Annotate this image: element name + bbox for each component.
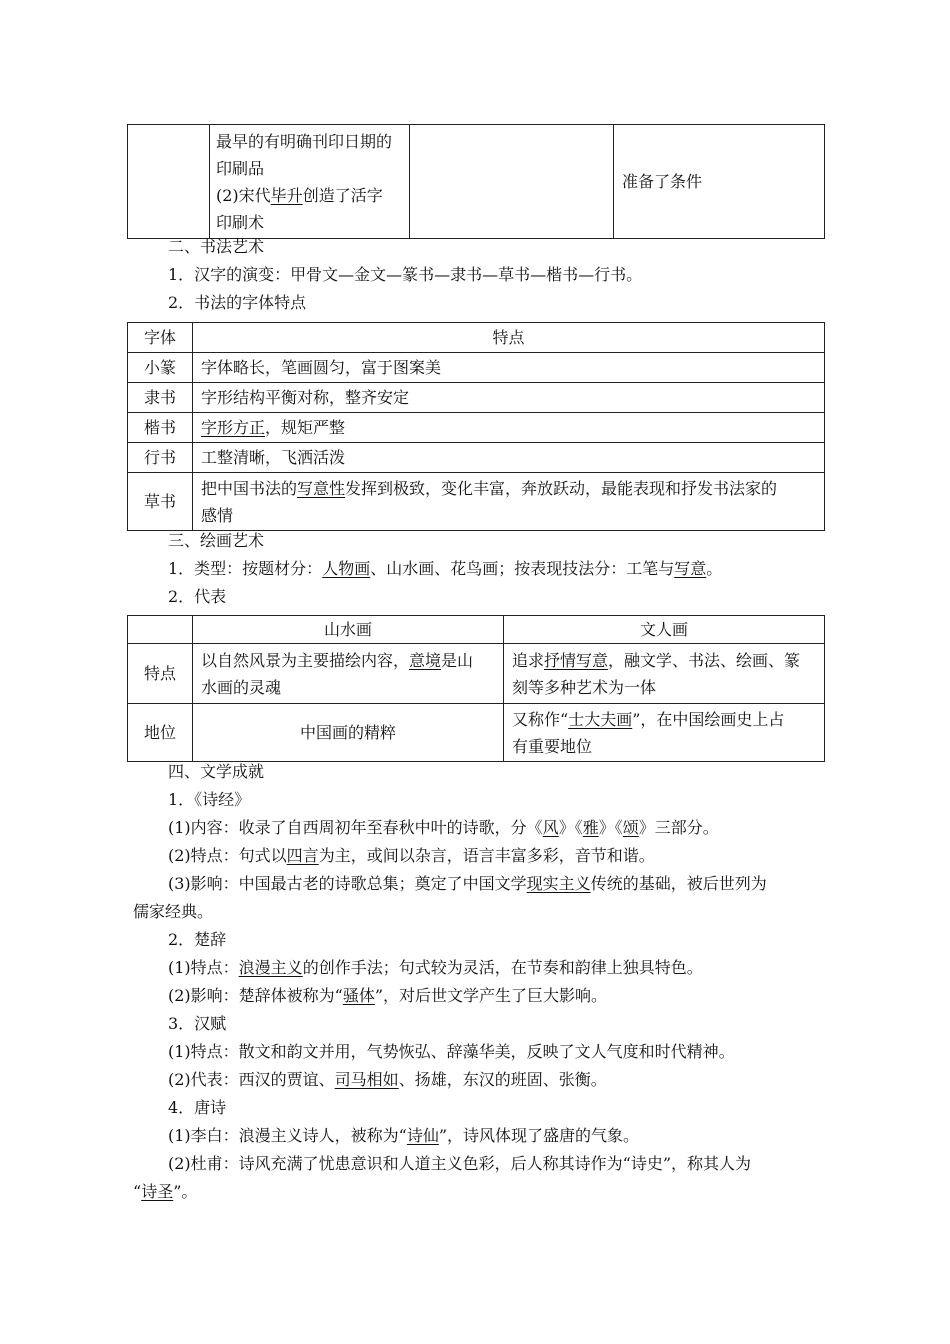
key-term: 写意	[674, 559, 707, 578]
cell-text	[216, 182, 403, 209]
cell-printing-desc	[210, 125, 410, 239]
text-run: 。	[706, 559, 723, 578]
cell-empty-3	[410, 125, 614, 239]
key-term: 骚体	[342, 986, 375, 1005]
text-run: (1)特点：	[168, 958, 239, 977]
row-value	[193, 473, 825, 531]
cell-text	[201, 475, 816, 502]
key-term: 浪漫主义	[238, 958, 303, 977]
cell-text: 感情	[201, 505, 234, 525]
cell-text: 水画的灵魂	[201, 677, 282, 697]
printing-table	[127, 124, 825, 239]
row-value	[504, 644, 825, 704]
row-value: 字形结构平衡对称，整齐安定	[193, 383, 825, 413]
cell-text: 印刷术	[216, 212, 265, 232]
key-term: 四言	[286, 846, 319, 865]
text-run: 传统的基础，被后世列为	[590, 874, 767, 893]
text-run: 1．类型：按题材分：	[168, 559, 323, 578]
text-run: (1)内容：收录了自西周初年至春秋中叶的诗歌，分《	[168, 818, 543, 837]
key-term: 诗圣	[141, 1182, 174, 1201]
header-cell: 山水画	[193, 616, 504, 644]
paragraph	[168, 818, 719, 838]
key-term: 抒情写意	[544, 650, 609, 670]
section-title: 三、绘画艺术	[168, 531, 265, 550]
paragraph: 2．书法的字体特点	[168, 293, 307, 312]
text-run: 发挥到极致，变化丰富，奔放跃动，最能表现和抒发书法家的	[345, 478, 778, 498]
row-label: 特点	[128, 644, 193, 704]
text-run: (2)特点：句式以	[168, 846, 287, 865]
cell-text: 最早的有明确刊印日期的	[216, 131, 393, 151]
cell-text	[512, 647, 816, 674]
paragraph	[168, 1070, 607, 1090]
section-title: 四、文学成就	[168, 762, 265, 781]
text-run: ”。	[173, 1182, 198, 1201]
header-cell: 特点	[193, 323, 825, 353]
text-run: (2)宋代	[216, 185, 271, 205]
text-run: ”，在中国绘画史上占	[632, 709, 785, 729]
paragraph	[168, 874, 767, 894]
header-cell: 文人画	[504, 616, 825, 644]
paragraph: (1)特点：散文和韵文并用，气势恢弘、辞藻华美，反映了文人气度和时代精神。	[168, 1042, 735, 1061]
text-run: 把中国书法的	[201, 478, 298, 498]
cell-text	[201, 647, 495, 674]
cell-empty-1	[128, 125, 210, 239]
section-title: 二、书法艺术	[168, 237, 265, 256]
sub-heading: 1．《诗经》	[168, 790, 251, 809]
text-run: ”，诗风体现了盛唐的气象。	[438, 1126, 640, 1145]
key-term: 士大夫画	[568, 709, 633, 729]
row-value: 中国画的精粹	[193, 704, 504, 762]
row-value	[504, 704, 825, 762]
cell-text	[512, 706, 816, 733]
key-term: 人物画	[322, 559, 371, 578]
key-term: 风	[542, 818, 559, 837]
cell-printing-effect: 准备了条件	[614, 125, 825, 239]
text-run: (2)影响：楚辞体被称为“	[168, 986, 343, 1005]
text-run: 、扬雄，东汉的班固、张衡。	[398, 1070, 607, 1089]
sub-heading: 4．唐诗	[168, 1098, 227, 1117]
text-run: “	[133, 1182, 142, 1201]
key-term: 写意性	[297, 478, 346, 498]
text-run: (3)影响：中国最古老的诗歌总集；奠定了中国文学	[168, 874, 527, 893]
text-run: 的创作手法；句式较为灵活，在节奏和韵律上独具特色。	[302, 958, 703, 977]
text-run: 追求	[512, 650, 545, 670]
row-label: 隶书	[128, 383, 193, 413]
key-term: 字形方正	[201, 418, 266, 437]
key-term: 毕升	[270, 185, 303, 205]
cell-text: 有重要地位	[512, 736, 593, 756]
text-run: ”，对后世文学产生了巨大影响。	[374, 986, 608, 1005]
paragraph: 2．代表	[168, 587, 227, 606]
row-value: 字体略长，笔画圆匀，富于图案美	[193, 353, 825, 383]
cell-text: 印刷品	[216, 158, 265, 178]
paragraph	[168, 1126, 639, 1146]
key-term: 颂	[622, 818, 639, 837]
text-run: 为主，或间以杂言，语言丰富多彩，音节和谐。	[318, 846, 655, 865]
paragraph	[168, 986, 607, 1006]
paragraph	[168, 846, 655, 866]
text-run: 》三部分。	[638, 818, 719, 837]
key-term: 雅	[582, 818, 599, 837]
paragraph: (2)杜甫：诗风充满了忧患意识和人道主义色彩，后人称其诗作为“诗史”，称其人为	[168, 1154, 752, 1173]
paragraph	[133, 1182, 197, 1202]
text-run: 以自然风景为主要描绘内容，	[201, 650, 410, 670]
paragraph	[168, 559, 722, 579]
row-label: 小篆	[128, 353, 193, 383]
text-run: 又称作“	[512, 709, 569, 729]
text-run: (2)代表：西汉的贾谊、	[168, 1070, 335, 1089]
text-run: 、山水画、花鸟画；按表现技法分：工笔与	[370, 559, 675, 578]
key-term: 现实主义	[526, 874, 591, 893]
painting-table	[127, 615, 825, 762]
sub-heading: 2．楚辞	[168, 930, 227, 949]
paragraph	[168, 958, 703, 978]
row-label: 地位	[128, 704, 193, 762]
header-cell-empty	[128, 616, 193, 644]
text-run: ，融文学、书法、绘画、篆	[608, 650, 801, 670]
text-run: 创造了活字	[302, 185, 383, 205]
row-value	[193, 413, 825, 443]
row-label: 行书	[128, 443, 193, 473]
sub-heading: 3．汉赋	[168, 1014, 227, 1033]
text-run: 是山	[441, 650, 474, 670]
key-term: 意境	[409, 650, 442, 670]
text-run: 》《	[598, 818, 623, 837]
row-label: 楷书	[128, 413, 193, 443]
row-value	[193, 644, 504, 704]
calligraphy-table	[127, 322, 825, 531]
key-term: 诗仙	[406, 1126, 439, 1145]
header-cell: 字体	[128, 323, 193, 353]
text-run: ，规矩严整	[265, 418, 346, 437]
text-run: 》《	[558, 818, 583, 837]
text-run: (1)李白：浪漫主义诗人，被称为“	[168, 1126, 407, 1145]
paragraph: 1．汉字的演变：甲骨文—金文—篆书—隶书—草书—楷书—行书。	[168, 265, 643, 284]
key-term: 司马相如	[334, 1070, 399, 1089]
row-label: 草书	[128, 473, 193, 531]
paragraph: 儒家经典。	[133, 902, 214, 921]
row-value: 工整清晰，飞洒活泼	[193, 443, 825, 473]
cell-text: 刻等多种艺术为一体	[512, 677, 657, 697]
